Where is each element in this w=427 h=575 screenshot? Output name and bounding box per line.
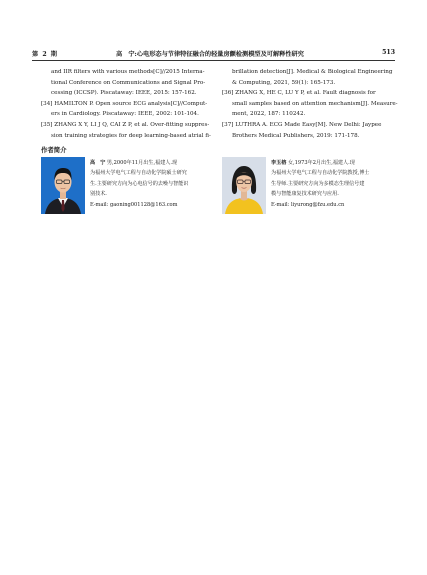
reference-line: sion training strategies for deep learning-based atrial fi- (51, 132, 211, 139)
reference-line: [35] ZHANG X Y, LI J Q, CAI Z P, et al. Over-fitting suppres- (41, 121, 210, 128)
reference-line: [37] LUTHRA A. ECG Made Easy[M]. New Delhi: Jaypee (222, 121, 382, 128)
author-bio-line: 生导师.主要研究方向为多模态生理信号建 (271, 180, 365, 187)
author-name: 李玉榕 (271, 160, 287, 166)
reference-line: small samples based on attention mechanism[J]. Measure- (232, 100, 398, 107)
reference-line: brillation detection[J]. Medical & Biological Engineering (232, 69, 393, 75)
reference-35 (41, 120, 216, 141)
reference-35-continued (222, 67, 397, 88)
author-bio-line (90, 158, 212, 168)
reference-line: and IIR filters with various methods[C]//2015 Interna- (51, 69, 205, 75)
reference-line: & Computing, 2021, 59(1): 165-173. (232, 79, 336, 86)
reference-line: tional Conference on Communications and Signal Pro- (51, 79, 206, 86)
page-header (32, 49, 395, 60)
author-email: E-mail: gaoning001128@163.com (90, 201, 178, 208)
reference-line: cessing (ICCSP). Piscataway: IEEE, 2015: 157-162. (51, 90, 197, 97)
reference-line: Brothers Medical Publishers, 2019: 171-178. (232, 132, 360, 139)
running-title: 高 宁:心电形态与节律特征融合的轻量房颤检测模型及可解释性研究 (116, 51, 304, 58)
reference-37 (222, 120, 397, 141)
reference-33-continued (41, 67, 216, 99)
reference-line: ment, 2022, 187: 110242. (232, 111, 306, 118)
references-left-column (41, 67, 216, 141)
author-bio-text (271, 158, 393, 210)
issue-number: 第 2 期 (32, 51, 58, 58)
author-bio-line-text: 女,1973年2月出生,福建人.现 (287, 160, 355, 166)
author-bio-text (90, 158, 212, 210)
header-rule (32, 60, 395, 61)
reference-line: [36] ZHANG X, HE C, LU Y P, et al. Fault diagnosis for (222, 90, 376, 97)
author-bio-line: 生.主要研究方向为心电信号的去噪与智能识 (90, 180, 189, 187)
page-number: 513 (382, 49, 395, 56)
author-email: E-mail: liyurong@fzu.edu.cn (271, 201, 345, 208)
reference-34 (41, 99, 216, 120)
reference-36 (222, 88, 397, 120)
references-right-column (222, 67, 397, 141)
author-photo (41, 157, 85, 214)
reference-line: ers in Cardiology. Piscataway: IEEE, 2002: 101-104. (51, 111, 199, 118)
author-bio-line (271, 158, 393, 168)
author-bios-heading: 作者简介 (41, 146, 67, 154)
author-bio-line: 别技术. (90, 191, 107, 198)
author-bio-line: 为福州大学电气工程与自动化学院硕士研究 (90, 170, 187, 177)
author-bio-line: 模与智能康复技术研究与应用. (271, 191, 339, 198)
author-photo (222, 157, 266, 214)
author-bio-line: 为福州大学电气工程与自动化学院教授,博士 (271, 170, 370, 177)
author-bio-line-text: 男,2000年11月出生,福建人.现 (106, 160, 178, 166)
author-name: 高 宁 (90, 160, 106, 166)
reference-line: [34] HAMILTON P. Open source ECG analysis[C]//Comput- (41, 100, 208, 107)
